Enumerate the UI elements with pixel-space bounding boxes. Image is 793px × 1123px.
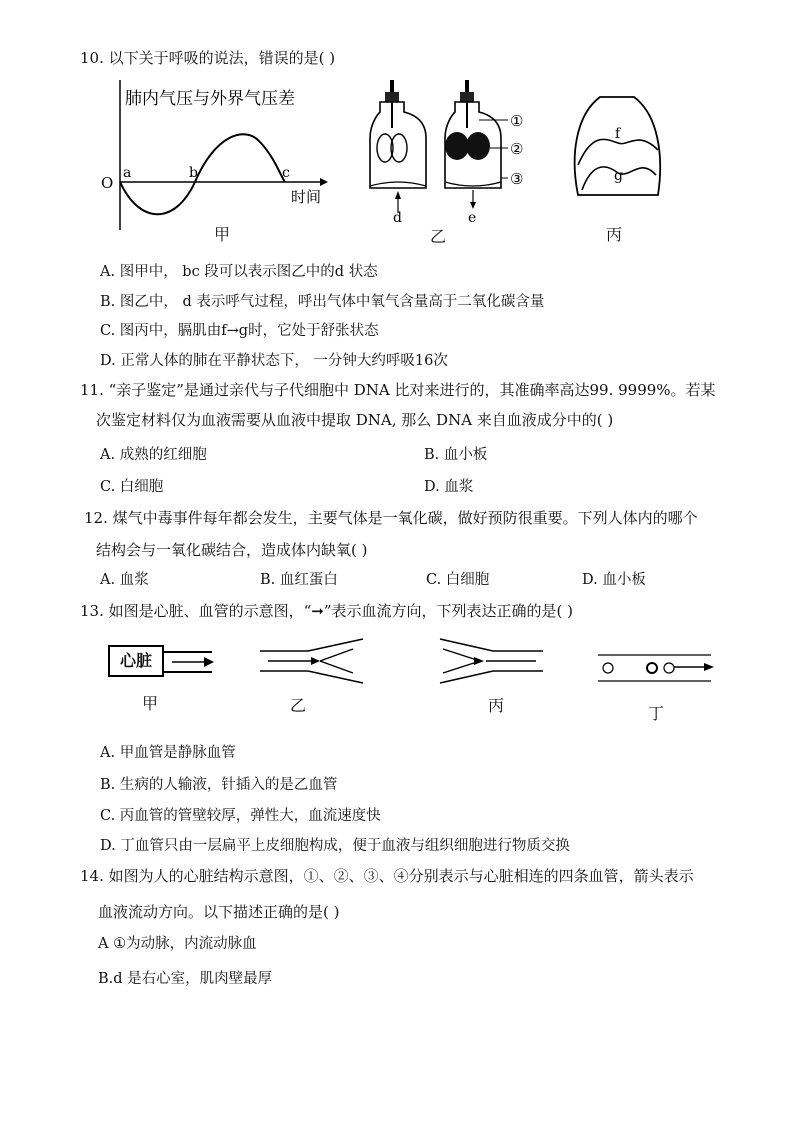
vessel-bing [438,637,548,687]
q12-option-d: D. 血小板 [582,572,646,588]
vessel-ding [596,650,726,690]
q12-option-b: B. 血红蛋白 [260,572,338,588]
q10-option-d: D. 正常人体的肺在平静状态下， 一分钟大约呼吸16次 [100,353,448,369]
q14-stem-line1: 14. 如图为人的心脏结构示意图，①、②、③、④分别表示与心脏相连的四条血管，箭头表示 [80,867,694,885]
graph-point-b: b [189,165,198,181]
q10-diaphragm-figure [568,95,668,215]
q10-pressure-graph [95,80,335,230]
vessel-yi [258,637,368,687]
q12-stem-line1: 12. 煤气中毒事件每年都会发生，主要气体是一氧化碳，做好预防很重要。下列人体内的哪个 [84,509,698,527]
q13-stem: 13. 如图是心脏、血管的示意图，“➞”表示血流方向，下列表达正确的是( ) [80,602,574,620]
q13-caption-yi: 乙 [290,696,307,715]
label-1: ① [510,112,524,130]
q10-caption-jia: 甲 [214,225,231,244]
q11-option-b: B. 血小板 [424,447,488,463]
q10-caption-yi: 乙 [430,227,447,246]
heart-box: 心脏 [108,645,164,677]
bell-jar-right [445,80,508,209]
q14-option-a: A ①为动脉，内流动脉血 [98,936,257,952]
q10-option-b: B. 图乙中， d 表示呼气过程，呼出气体中氧气含量高于二氧化碳含量 [100,294,545,310]
label-e: e [468,210,477,226]
q13-option-b: B. 生病的人输液，针插入的是乙血管 [100,777,338,793]
q14-stem-line2: 血液流动方向。以下描述正确的是( ) [98,903,340,921]
graph-point-c: c [282,165,290,181]
q13-option-d: D. 丁血管只由一层扁平上皮细胞构成，便于血液与组织细胞进行物质交换 [100,838,570,854]
q12-stem-line2: 结构会与一氧化碳结合，造成体内缺氧( ) [96,541,368,559]
q10-stem: 10. 以下关于呼吸的说法，错误的是( ) [80,49,336,67]
q14-option-b: B.d 是右心室，肌肉壁最厚 [98,971,273,987]
q12-option-a: A. 血浆 [100,572,149,588]
label-2: ② [510,140,524,158]
q11-stem-line2: 次鉴定材料仅为血液需要从血液中提取 DNA, 那么 DNA 来自血液成分中的( ) [96,411,614,429]
q13-caption-bing: 丙 [488,696,505,715]
q11-option-d: D. 血浆 [424,479,474,495]
label-g: g [614,168,623,184]
graph-point-a: a [123,165,132,181]
q11-option-a: A. 成熟的红细胞 [100,447,207,463]
q13-caption-ding: 丁 [648,704,665,723]
q13-option-c: C. 丙血管的管壁较厚，弹性大，血流速度快 [100,808,381,824]
q10-option-c: C. 图丙中，膈肌由f→g时，它处于舒张状态 [100,323,379,339]
q11-stem-line1: 11. “亲子鉴定”是通过亲代与子代细胞中 DNA 比对来进行的，其准确率高达99. 9999%。若某 [80,381,716,399]
label-f: f [615,126,621,142]
q11-option-c: C. 白细胞 [100,479,164,495]
q10-option-a: A. 图甲中， bc 段可以表示图乙中的d 状态 [100,264,378,280]
graph-x-arrow [320,178,328,186]
vessel-jia [162,642,222,682]
label-3: ③ [510,170,524,188]
graph-origin: O [101,174,114,192]
graph-curve [120,134,285,214]
q10-caption-bing: 丙 [606,225,623,244]
label-d: d [393,210,402,226]
q13-option-a: A. 甲血管是静脉血管 [100,745,236,761]
q10-bell-jar-figure [368,78,548,228]
q12-option-c: C. 白细胞 [426,572,490,588]
graph-xlabel: 时间 [291,188,322,206]
bell-jar-left [370,80,426,213]
q13-caption-jia: 甲 [142,694,159,713]
graph-ylabel: 肺内气压与外界气压差 [125,89,295,109]
